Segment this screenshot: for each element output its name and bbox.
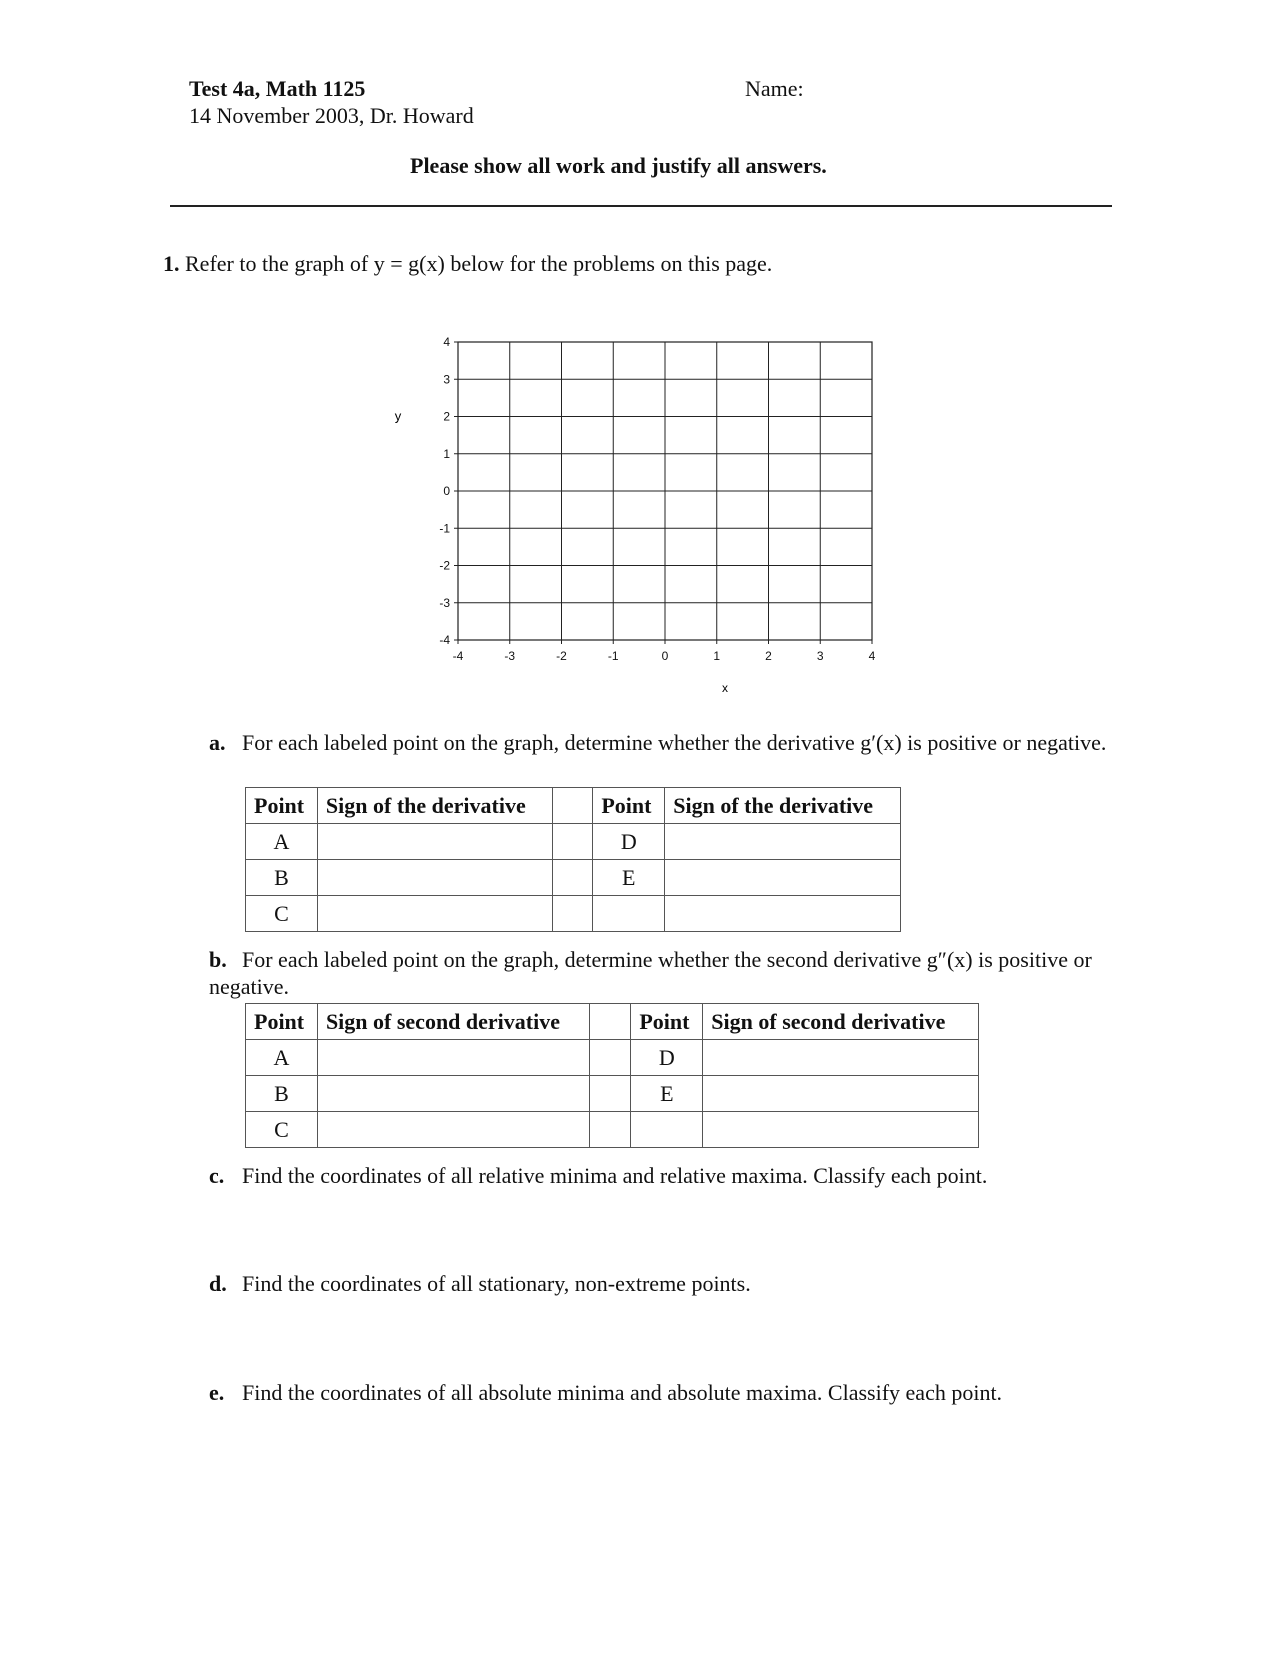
part-c-label: c. — [209, 1163, 225, 1188]
test-title: Test 4a, Math 1125 — [189, 76, 366, 101]
col-sign-left: Sign of second derivative — [317, 1004, 589, 1040]
part-d-label: d. — [209, 1271, 227, 1296]
point-label: C — [246, 1112, 318, 1148]
x-tick-label: 1 — [713, 649, 721, 663]
problem-statement — [163, 251, 772, 277]
problem-number: 1. — [163, 251, 180, 276]
part-a — [209, 729, 1109, 756]
date-line: 14 November 2003, Dr. Howard — [189, 103, 474, 128]
answer-cell[interactable] — [703, 1076, 979, 1112]
second-derivative-sign-table — [245, 1003, 979, 1148]
y-tick-label: 3 — [443, 372, 450, 387]
y-tick-label: 0 — [443, 484, 450, 498]
part-d-text: Find the coordinates of all stationary, non-extreme points. — [242, 1271, 751, 1296]
x-tick-labels — [453, 649, 876, 663]
part-a-text: For each labeled point on the graph, determine whether the derivative g′(x) is positive or negative. — [242, 730, 1107, 755]
point-label: A — [246, 1040, 318, 1076]
y-tick-label: -1 — [439, 521, 450, 536]
point-label: E — [631, 1076, 703, 1112]
answer-cell[interactable] — [317, 1076, 589, 1112]
x-tick-label: 0 — [661, 649, 669, 663]
empty-cell — [665, 896, 901, 932]
empty-cell — [703, 1112, 979, 1148]
part-e — [209, 1379, 1109, 1406]
spacer-cell — [589, 1112, 631, 1148]
empty-cell — [593, 896, 665, 932]
col-point-right: Point — [631, 1004, 703, 1040]
point-label: B — [246, 860, 318, 896]
x-tick-label: 2 — [765, 649, 772, 663]
answer-cell[interactable] — [317, 824, 552, 860]
x-axis-label: x — [722, 681, 728, 695]
graph — [370, 320, 890, 700]
y-tick-label: -2 — [439, 558, 450, 573]
x-tick-label: -1 — [607, 649, 619, 663]
part-b — [209, 946, 1109, 1000]
part-e-text: Find the coordinates of all absolute minima and absolute maxima. Classify each point. — [242, 1380, 1003, 1405]
x-tick-label: 3 — [816, 649, 824, 663]
col-sign-right: Sign of the derivative — [665, 788, 901, 824]
col-point-left: Point — [246, 788, 318, 824]
part-b-label: b. — [209, 947, 227, 972]
col-sign-right: Sign of second derivative — [703, 1004, 979, 1040]
y-tick-label: -4 — [439, 633, 450, 647]
spacer-cell — [589, 1004, 631, 1040]
point-label: D — [593, 824, 665, 860]
part-d — [209, 1270, 1109, 1297]
x-tick-label: 4 — [868, 649, 876, 663]
col-point-left: Point — [246, 1004, 318, 1040]
answer-cell[interactable] — [665, 824, 901, 860]
empty-cell — [631, 1112, 703, 1148]
spacer-cell — [552, 896, 593, 932]
col-sign-left: Sign of the derivative — [317, 788, 552, 824]
spacer-cell — [552, 824, 593, 860]
point-label: B — [246, 1076, 318, 1112]
part-b-text: For each labeled point on the graph, determine whether the second derivative g″(x) is positive or negative. — [209, 947, 1092, 999]
x-tick-label: -2 — [556, 649, 567, 663]
answer-cell[interactable] — [317, 1112, 589, 1148]
answer-cell[interactable] — [317, 1040, 589, 1076]
problem-text: Refer to the graph of y = g(x) below for the problems on this page. — [185, 251, 773, 276]
spacer-cell — [589, 1076, 631, 1112]
answer-cell[interactable] — [317, 896, 552, 932]
y-tick-label: 2 — [443, 409, 450, 424]
y-axis-label: y — [394, 408, 402, 424]
point-label: E — [593, 860, 665, 896]
col-point-right: Point — [593, 788, 665, 824]
derivative-sign-table — [245, 787, 901, 932]
graph-grid — [454, 342, 872, 644]
part-c-text: Find the coordinates of all relative minima and relative maxima. Classify each point. — [242, 1163, 988, 1188]
instructions: Please show all work and justify all answers. — [410, 153, 827, 178]
point-label: C — [246, 896, 318, 932]
x-tick-label: -3 — [504, 649, 516, 663]
spacer-cell — [552, 788, 593, 824]
part-e-label: e. — [209, 1380, 225, 1405]
answer-cell[interactable] — [665, 860, 901, 896]
header-divider — [170, 205, 1112, 207]
y-tick-label: 4 — [443, 335, 450, 349]
point-label: D — [631, 1040, 703, 1076]
y-tick-labels — [439, 335, 450, 647]
name-label: Name: — [745, 76, 804, 101]
x-tick-label: -4 — [452, 649, 464, 663]
spacer-cell — [589, 1040, 631, 1076]
y-tick-label: 1 — [443, 446, 450, 461]
part-a-label: a. — [209, 730, 226, 755]
y-tick-label: -3 — [439, 595, 450, 610]
part-c — [209, 1162, 1109, 1189]
point-label: A — [246, 824, 318, 860]
answer-cell[interactable] — [703, 1040, 979, 1076]
answer-cell[interactable] — [317, 860, 552, 896]
spacer-cell — [552, 860, 593, 896]
